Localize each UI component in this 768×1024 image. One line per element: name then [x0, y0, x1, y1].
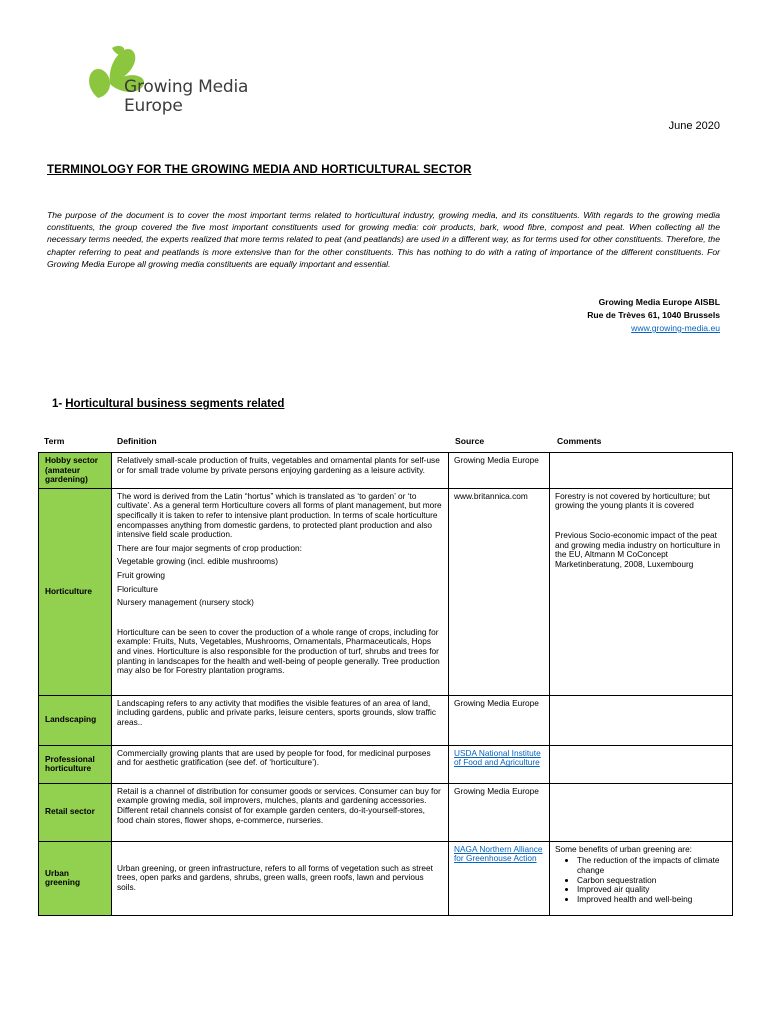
source-cell: Growing Media Europe — [449, 783, 550, 841]
table-row — [39, 488, 733, 695]
table-row — [39, 783, 733, 841]
term-cell: Landscaping — [39, 695, 112, 745]
comment-text: Forestry is not covered by horticulture; but growing the young plants it is covered — [555, 490, 710, 511]
comments-cell — [550, 841, 733, 915]
segment-item: Vegetable growing (incl. edible mushrooms) — [117, 556, 278, 567]
address-street: Rue de Trèves 61, 1040 Brussels — [587, 310, 720, 320]
website-link[interactable]: www.growing-media.eu — [631, 323, 720, 333]
definition-paragraph: Horticulture can be seen to cover the production of a whole range of crops, including for example: Fruits, Nuts, Vegetables, Mushrooms, Ornamentals, Pharmaceuticals, Hops and vines. Horticulture is also responsible for the production of turf, shrubs and trees for planting in landscapes for the health and well-being of people generally. Tree production may also be for Forestry plantation programs. — [117, 626, 440, 676]
column-header-comments: Comments — [557, 436, 602, 446]
source-cell: Growing Media Europe — [449, 695, 550, 745]
comment-text: Previous Socio-economic impact of the peat and growing media industry on horticulture in the EU, Altmann M CoConcept Marketinberatung, 2008, Luxembourg — [555, 529, 721, 569]
term-cell: Professional horticulture — [39, 745, 112, 783]
source-cell: Growing Media Europe — [449, 453, 550, 489]
comments-cell — [550, 453, 733, 489]
comments-cell — [550, 488, 733, 695]
segment-item: Nursery management (nursery stock) — [117, 597, 254, 608]
source-cell — [449, 841, 550, 915]
comments-cell — [550, 745, 733, 783]
logo-text — [124, 78, 248, 116]
column-header-source: Source — [455, 436, 485, 446]
definition-cell: Urban greening, or green infrastructure, refers to all forms of vegetation such as street trees, open parks and gardens, shrubs, green walls, green roofs, lawn and pervious soils. — [112, 841, 449, 915]
table-row — [39, 695, 733, 745]
benefits-list — [555, 856, 727, 904]
list-item: • Improved health and well-being — [577, 895, 727, 905]
definition-cell — [112, 488, 449, 695]
table-row — [39, 453, 733, 489]
usda-link[interactable]: USDA National Institute of Food and Agriculture — [454, 747, 541, 768]
naga-link[interactable]: NAGA Northern Alliance for Greenhouse Action — [454, 843, 543, 864]
comment-text: Some benefits of urban greening are: — [555, 843, 692, 854]
document-title: TERMINOLOGY FOR THE GROWING MEDIA AND HORTICULTURAL SECTOR — [47, 164, 472, 176]
list-item: • The reduction of the impacts of climate change — [577, 856, 727, 875]
term-cell: Horticulture — [39, 488, 112, 695]
definition-cell: Relatively small-scale production of fruits, vegetables and ornamental plants for self-use or for small trade volume by private persons enjoying gardening as a leisure activity. — [112, 453, 449, 489]
section-heading — [52, 398, 284, 410]
definition-paragraph: The word is derived from the Latin “hortus” which is translated as ‘to garden’ or ‘to cultivate’. As a general term Horticulture covers all forms of plant management, but more specifically it is taken to refer to intensive plant production. In terms of scale horticulture encompasses anything from domestic gardens, to protected plant production and also intensive field scale production. — [117, 490, 442, 540]
growing-media-europe-logo — [80, 40, 270, 126]
list-item: • Carbon sequestration — [577, 876, 727, 886]
document-date: June 2020 — [668, 120, 720, 132]
intro-paragraph: The purpose of the document is to cover the most important terms related to horticultural industry, growing media, and its constituents. With regards to the growing media constituents, the group covered the five most important constituents used for growing media: coir products, bark, wood fibre, compost and peat. When collecting all the necessary terms needed, the experts realized that more terms related to peat (and peatlands) are used in a different way, as for terms used for other constituents. Therefore, the chapter referring to peat and peatlands is more extensive than for the other constituents. This has nothing to do with a rating of importance of the different constituents. For Growing Media Europe all growing media constituents are equally important and essential. — [47, 210, 720, 269]
column-header-term: Term — [44, 436, 65, 446]
definition-paragraph: There are four major segments of crop production: — [117, 542, 302, 553]
segment-item: Fruit growing — [117, 569, 165, 580]
source-cell — [449, 745, 550, 783]
definition-cell: Retail is a channel of distribution for consumer goods or services. Consumer can buy for example growing media, soil improvers, mulches, plants and gardening accessories. Different retail channels consist of for example garden centers, do-it-yourself-stores, food chain stores, flower shops, e-commerce, nurseries. — [112, 783, 449, 841]
table-row — [39, 745, 733, 783]
term-cell: Urban greening — [39, 841, 112, 915]
logo-line-2: Europe — [124, 96, 183, 116]
logo-line-1: Growing Media — [124, 77, 249, 97]
segment-item: Floriculture — [117, 583, 159, 594]
definition-cell: Landscaping refers to any activity that modifies the visible features of an area of land, including gardens, public and private parks, leisure centers, sports grounds, slow traffic areas.. — [112, 695, 449, 745]
comments-cell — [550, 783, 733, 841]
definition-cell: Commercially growing plants that are used by people for food, for medicinal purposes and for aesthetic gratification (see def. of ‘horticulture’). — [112, 745, 449, 783]
source-cell: www.britannica.com — [449, 488, 550, 695]
table-row — [39, 841, 733, 915]
section-title: Horticultural business segments related — [65, 398, 285, 410]
section-number: 1- — [52, 398, 63, 410]
address-block — [587, 296, 720, 335]
comments-cell — [550, 695, 733, 745]
term-cell: Retail sector — [39, 783, 112, 841]
address-org: Growing Media Europe AISBL — [598, 297, 720, 307]
column-header-definition: Definition — [117, 436, 157, 446]
list-item: • Improved air quality — [577, 885, 727, 895]
term-cell: Hobby sector (amateur gardening) — [39, 453, 112, 489]
terms-table — [38, 452, 733, 916]
